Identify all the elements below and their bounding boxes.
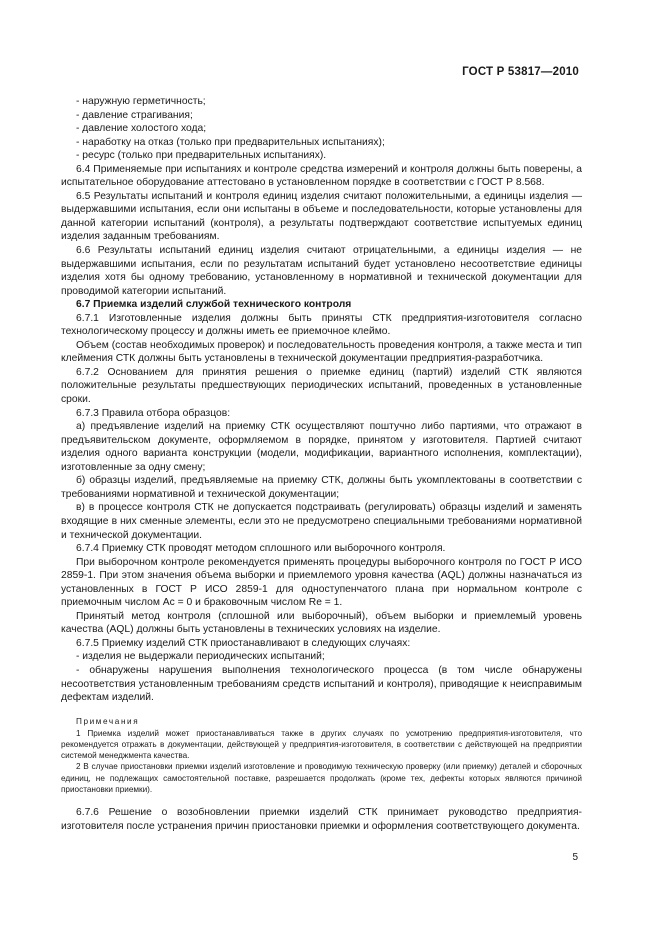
list-item: - изделия не выдержали периодических испытаний; [76,651,325,663]
list-item: - давление страгивания; [76,109,193,121]
document-header: ГОСТ Р 53817—2010 [462,66,579,78]
list-item: - давление холостого хода; [76,123,207,135]
section-heading-6-7: 6.7 Приемка изделий службой технического контроля [76,299,352,311]
note-item: 1 Приемка изделий может приостанавливаться также в других случаях по усмотрению предприятия-изготовителя, что рекомендуется отражать в документации, действующей у предприятия-изготовителя, в соответствии с действующей на предприятии системой менеджмента качества. [61,728,582,761]
paragraph: При выборочном контроле рекомендуется применять процедуры выборочного контроля по ГОСТ Р ИСО 2859-1. При этом значения объема выборки и приемлемого уровня качества (AQL) должны назначаться из установленных в ГОСТ Р ИСО 2859-1 для одноступенчатого плана при нормальном контроле с приемочным числом Ас = 0 и браковочным числом Re = 1. [61,556,582,609]
paragraph: Объем (состав необходимых проверок) и последовательность проведения контроля, а также места и тип клеймения СТК должны быть установлены в технической документации предприятия-разработчика. [61,339,582,365]
paragraph-6-7-3: 6.7.3 Правила отбора образцов: [76,407,231,419]
paragraph-6-7-5: 6.7.5 Приемку изделий СТК приостанавливают в следующих случаях: [76,637,411,649]
paragraph-6-6: 6.6 Результаты испытаний единиц изделия считают отрицательными, а единицы изделия — не выдержавшими испытания, если по результатам испытаний будет установлено несоответствие единицы изделия хотя бы одному требованию, установленному в нормативной и технической документации для проводимой категории испытаний. [61,245,582,297]
notes-title: Примечания [76,716,140,726]
list-item: - наработку на отказ (только при предварительных испытаниях); [76,136,385,148]
paragraph: Принятый метод контроля (сплошной или выборочный), объем выборки и приемлемый уровень качества (AQL) должны быть установлены в технических условиях на изделие. [61,610,582,636]
document-body [61,95,582,833]
list-item: в) в процессе контроля СТК не допускается подстраивать (регулировать) образцы изделий и заменять входящие в них сменные элементы, если это не предусмотрено специальными требованиями нормативной и технической документации. [61,502,582,541]
paragraph-6-7-4: 6.7.4 Приемку СТК проводят методом сплошного или выборочного контроля. [76,543,446,555]
paragraph-6-5: 6.5 Результаты испытаний и контроля единиц изделия считают положительными, а единицы изделия — выдержавшими испытания, если они испытаны в объеме и последовательности, которые установлены для данной категории испытаний (контроля), а результаты подтверждают соответствие испытуемых единиц изделия заданным требованиям. [61,190,582,243]
list-item: - наружную герметичность; [76,96,206,107]
list-item: б) образцы изделий, предъявляемые на приемку СТК, должны быть укомплектованы в соответствии с требованиями нормативной и технической документации; [61,475,582,500]
paragraph-6-7-2: 6.7.2 Основанием для принятия решения о приемке единиц (партий) изделий СТК являются положительные результаты предшествующих периодических испытаний, проведенных в установленные сроки. [61,366,582,406]
paragraph-6-4: 6.4 Применяемые при испытаниях и контроле средства измерений и контроля должны быть поверены, а испытательное оборудование аттестовано в установленном порядке в соответствии с ГОСТ Р 8.568. [61,163,582,189]
paragraph-6-7-1: 6.7.1 Изготовленные изделия должны быть приняты СТК предприятия-изготовителя согласно технологическому процессу и должны иметь ее приемочное клеймо. [61,312,582,338]
list-item: - ресурс (только при предварительных испытаниях). [76,150,327,162]
note-item: 2 В случае приостановки приемки изделий изготовление и проводимую техническую проверку (или приемку) деталей и сборочных единиц, не подлежащих самостоятельной поставке, разрешается продолжать (кроме тех, дефекты которых являются причиной приостановки приемки). [61,762,582,794]
paragraph-6-7-6: 6.7.6 Решение о возобновлении приемки изделий СТК принимает руководство предприятия-изготовителя после устранения причин приостановки приемки и оформления соответствующего документа. [61,807,582,832]
list-item: а) предъявление изделий на приемку СТК осуществляют поштучно либо партиями, что отражают в предъявительском документе, оформляемом в порядке, принятом у изготовителя. Партией считают изделия одного варианта конструкции (модели, модификации, вариантного исполнения, комплектации), изготовленные за одну смену; [61,421,582,473]
list-item: - обнаружены нарушения выполнения технологического процесса (в том числе обнаружены несоответствия установленным требованиям средств испытаний и контроля), приводящие к неисправимым дефектам изделий. [61,664,582,704]
notes-block [61,716,582,795]
page-number: 5 [572,852,578,863]
